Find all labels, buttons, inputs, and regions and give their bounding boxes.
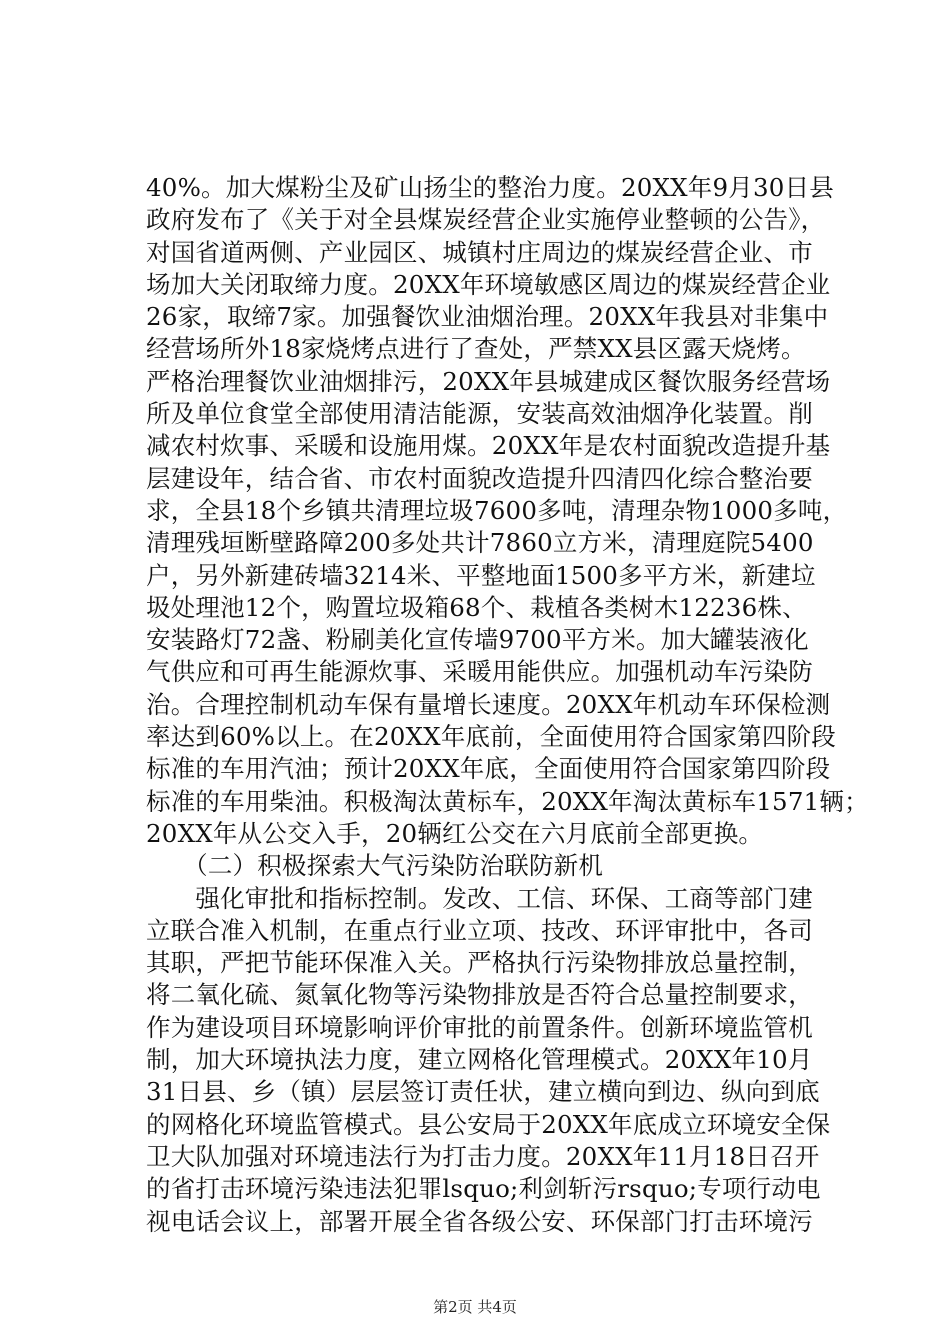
text-line: 减农村炊事、采暖和设施用煤。20XX年是农村面貌改造提升基 (146, 431, 831, 461)
text-line: 治。合理控制机动车保有量增长速度。20XX年机动车环保检测 (146, 689, 831, 719)
text-line: 视电话会议上，部署开展全省各级公安、环保部门打击环境污 (146, 1206, 813, 1236)
text-line: 求，全县18个乡镇共清理垃圾7600多吨，清理杂物1000多吨， (146, 495, 848, 525)
text-line: 标准的车用柴油。积极淘汰黄标车，20XX年淘汰黄标车1571辆； (146, 786, 869, 816)
text-line: 标准的车用汽油；预计20XX年底，全面使用符合国家第四阶段 (146, 754, 831, 784)
text-line: 的省打击环境污染违法犯罪lsquo;利剑斩污rsquo;专项行动电 (146, 1174, 821, 1204)
text-line: 场加大关闭取缔力度。20XX年环境敏感区周边的煤炭经营企业 (146, 269, 831, 299)
text-line: 20XX年从公交入手，20辆红公交在六月底前全部更换。 (146, 818, 764, 848)
text-line: 将二氧化硫、氮氧化物等污染物排放是否符合总量控制要求， (146, 980, 813, 1010)
body-text (146, 172, 869, 1238)
text-line: 严格治理餐饮业油烟排污，20XX年县城建成区餐饮服务经营场 (146, 366, 831, 396)
section-heading: （二）积极探索大气污染防治联防新机 (146, 851, 604, 881)
text-line: 其职，严把节能环保准入关。严格执行污染物排放总量控制， (146, 948, 813, 978)
text-line: 作为建设项目环境影响评价审批的前置条件。创新环境监管机 (146, 1012, 813, 1042)
text-line: 制，加大环境执法力度，建立网格化管理模式。20XX年10月 (146, 1045, 813, 1075)
text-line: 层建设年，结合省、市农村面貌改造提升四清四化综合整治要 (146, 463, 813, 493)
text-line: 气供应和可再生能源炊事、采暖用能供应。加强机动车污染防 (146, 657, 813, 687)
text-line: 卫大队加强对环境违法行为打击力度。20XX年11月18日召开 (146, 1141, 820, 1171)
text-line: 26家，取缔7家。加强餐饮业油烟治理。20XX年我县对非集中 (146, 302, 829, 332)
text-line: 户，另外新建砖墙3214米、平整地面1500多平方米，新建垃 (146, 560, 816, 590)
page-footer: 第2页 共4页 (433, 1298, 517, 1316)
text-line: 政府发布了《关于对全县煤炭经营企业实施停业整顿的公告》， (146, 205, 826, 235)
text-line: 40%。加大煤粉尘及矿山扬尘的整治力度。20XX年9月30日县 (146, 173, 834, 202)
text-line: 安装路灯72盏、粉刷美化宣传墙9700平方米。加大罐装液化 (146, 625, 809, 655)
text-line: 所及单位食堂全部使用清洁能源，安装高效油烟净化装置。削 (146, 399, 813, 429)
text-line: 强化审批和指标控制。发改、工信、环保、工商等部门建 (146, 883, 813, 913)
text-line: 立联合准入机制，在重点行业立项、技改、环评审批中，各司 (146, 915, 813, 945)
text-line: 率达到60%以上。在20XX年底前，全面使用符合国家第四阶段 (146, 722, 837, 752)
text-line: 经营场所外18家烧烤点进行了查处，严禁XX县区露天烧烤。 (146, 334, 806, 364)
text-line: 清理残垣断壁路障200多处共计7860立方米，清理庭院5400 (146, 528, 814, 558)
text-line: 的网格化环境监管模式。县公安局于20XX年底成立环境安全保 (146, 1109, 831, 1139)
text-line: 圾处理池12个，购置垃圾箱68个、栽植各类树木12236株、 (146, 592, 807, 622)
text-line: 对国省道两侧、产业园区、城镇村庄周边的煤炭经营企业、市 (146, 237, 813, 267)
text-line: 31日县、乡（镇）层层签订责任状，建立横向到边、纵向到底 (146, 1077, 820, 1107)
